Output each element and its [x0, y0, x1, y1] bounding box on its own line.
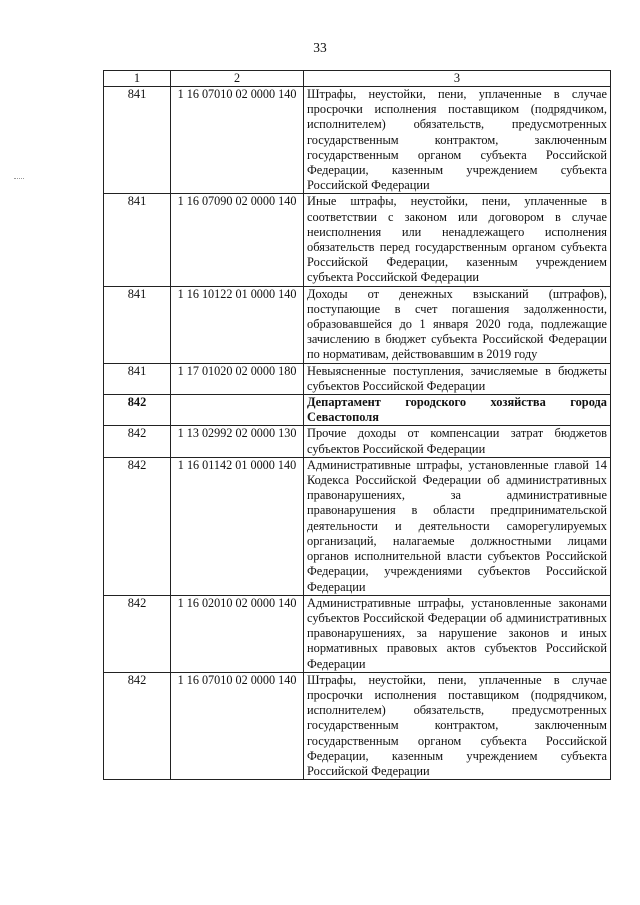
budget-code-cell: 1 16 07090 02 0000 140 [171, 194, 304, 286]
header-col-1: 1 [104, 71, 171, 87]
admin-code-cell: 842 [104, 672, 171, 779]
table-row [104, 286, 611, 363]
admin-code-cell: 841 [104, 87, 171, 194]
budget-code-cell: 1 17 01020 02 0000 180 [171, 363, 304, 394]
description-cell: Прочие доходы от компенсации затрат бюджетов субъектов Российской Федерации [304, 426, 611, 457]
budget-code-cell [171, 395, 304, 426]
table-row [104, 595, 611, 672]
description-cell: Административные штрафы, установленные законами субъектов Российской Федерации об административных правонарушениях, за нарушение законов и иных нормативных правовых актов субъектов Российской Федерации [304, 595, 611, 672]
description-cell: Иные штрафы, неустойки, пени, уплаченные в соответствии с законом или договором в случае неисполнения или ненадлежащего исполнения обязательств перед государственным органом субъекта Российской Федерации, казенным учреждением субъекта Российской Федерации [304, 194, 611, 286]
department-name-cell: Департамент городского хозяйства города Севастополя [304, 395, 611, 426]
budget-code-cell: 1 16 10122 01 0000 140 [171, 286, 304, 363]
admin-code-cell: 842 [104, 595, 171, 672]
admin-code-cell: 841 [104, 286, 171, 363]
description-cell: Штрафы, неустойки, пени, уплаченные в случае просрочки исполнения поставщиком (подрядчиком, исполнителем) обязательств, предусмотренных государственным контрактом, заключенным государственным органом субъекта Российской Федерации, казенным учреждением субъекта Российской Федерации [304, 672, 611, 779]
admin-code-cell: 841 [104, 363, 171, 394]
table-row [104, 194, 611, 286]
admin-code-cell: 842 [104, 426, 171, 457]
budget-code-cell: 1 16 07010 02 0000 140 [171, 87, 304, 194]
admin-code-cell: 841 [104, 194, 171, 286]
scan-margin-mark [14, 178, 24, 179]
description-cell: Доходы от денежных взысканий (штрафов), поступающие в счет погашения задолженности, образовавшейся до 1 января 2020 года, подлежащие зачислению в бюджет субъекта Российской Федерации по нормативам, действовавшим в 2019 году [304, 286, 611, 363]
admin-code-cell: 842 [104, 395, 171, 426]
description-cell: Невыясненные поступления, зачисляемые в бюджеты субъектов Российской Федерации [304, 363, 611, 394]
page-number: 33 [313, 40, 327, 55]
revenue-codes-table [103, 70, 611, 780]
header-col-3: 3 [304, 71, 611, 87]
table-row [104, 672, 611, 779]
table-row [104, 87, 611, 194]
admin-code-cell: 842 [104, 457, 171, 595]
table-header-row [104, 71, 611, 87]
budget-code-cell: 1 16 07010 02 0000 140 [171, 672, 304, 779]
budget-code-cell: 1 13 02992 02 0000 130 [171, 426, 304, 457]
table-row [104, 457, 611, 595]
table-row [104, 426, 611, 457]
header-col-2: 2 [171, 71, 304, 87]
description-cell: Штрафы, неустойки, пени, уплаченные в случае просрочки исполнения поставщиком (подрядчиком, исполнителем) обязательств, предусмотренных государственным контрактом, заключенным государственным органом субъекта Российской Федерации, казенным учреждением субъекта Российской Федерации [304, 87, 611, 194]
department-row [104, 395, 611, 426]
budget-code-cell: 1 16 01142 01 0000 140 [171, 457, 304, 595]
description-cell: Административные штрафы, установленные главой 14 Кодекса Российской Федерации об административных правонарушениях, за административные правонарушения в области предпринимательской деятельности и деятельности саморегулируемых организаций, налагаемые должностными лицами органов исполнительной власти субъектов Российской Федерации, учреждениями субъектов Российской Федерации [304, 457, 611, 595]
budget-code-cell: 1 16 02010 02 0000 140 [171, 595, 304, 672]
table-row [104, 363, 611, 394]
